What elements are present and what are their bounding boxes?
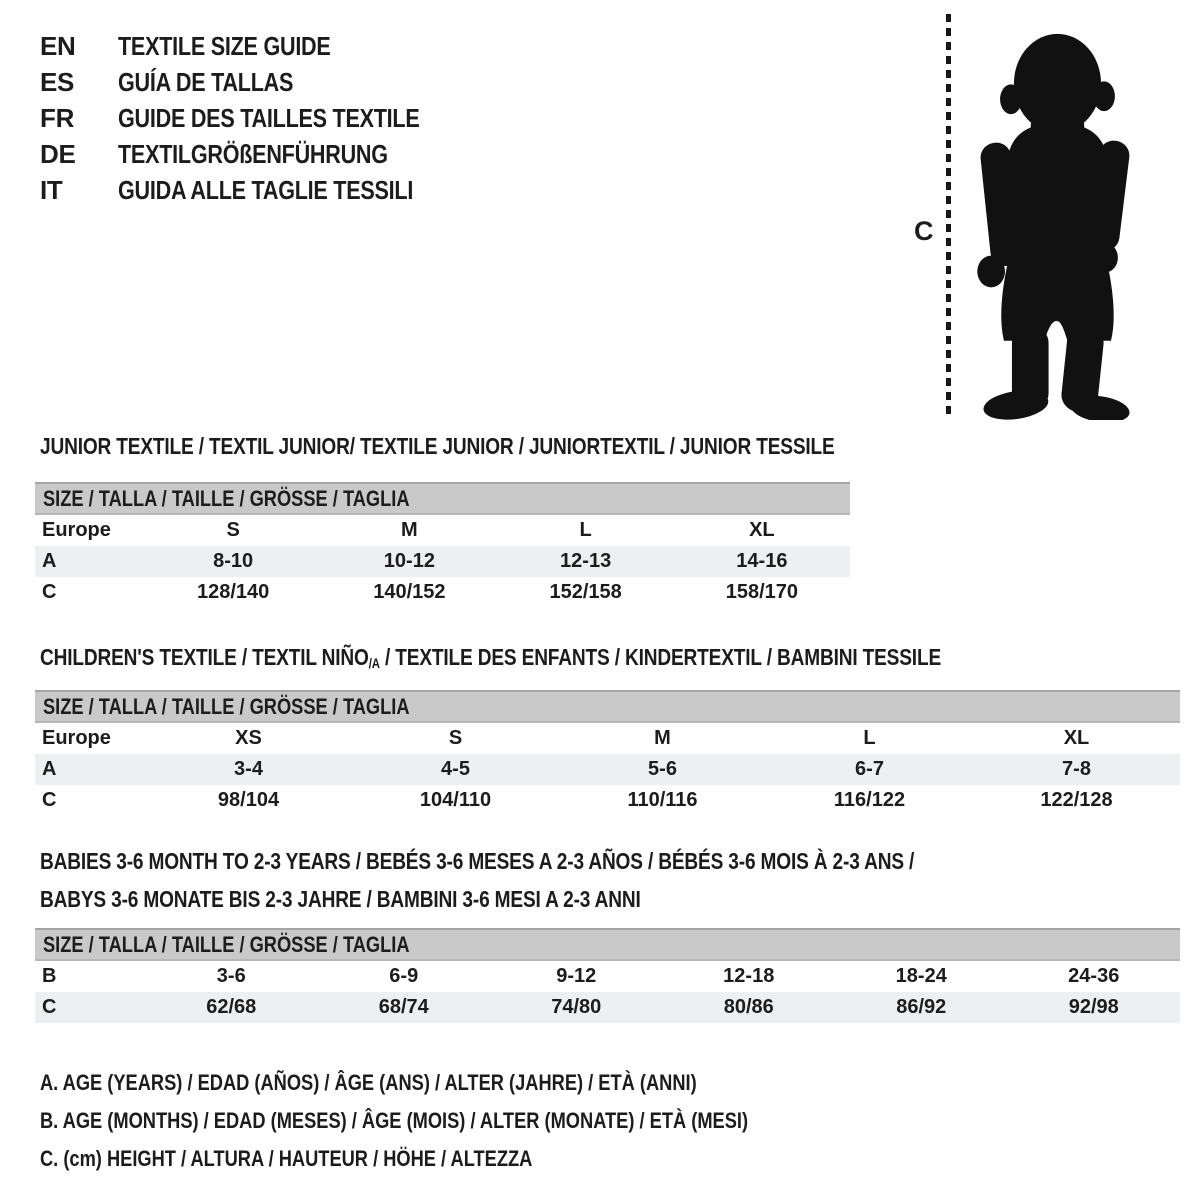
language-row [40,136,481,172]
row-label: A [42,550,57,572]
cell-value: 3-6 [216,965,246,987]
language-row [40,100,481,136]
cell-value: 86/92 [896,996,947,1018]
cell-value: 116/122 [833,789,906,811]
cell-value: 24-36 [1068,965,1120,987]
row-label: C [42,996,57,1018]
table-row [35,785,1180,816]
height-dashed-line [946,14,951,416]
cell-value: 3-4 [234,758,263,780]
row-label: Europe [42,727,111,749]
language-label: GUÍA DE TALLAS [118,66,294,97]
language-code: FR [40,102,75,133]
row-label: A [42,758,57,780]
size-header-bar: SIZE / TALLA / TAILLE / GRÖSSE / TAGLIA [35,690,1180,723]
table-row [35,515,850,546]
cell-value: 80/86 [723,996,774,1018]
size-header-bar: SIZE / TALLA / TAILLE / GRÖSSE / TAGLIA [35,928,1180,961]
cell-value: 10-12 [383,550,435,572]
language-code: ES [40,66,75,97]
table-row [35,577,850,608]
cell-value: 6-7 [855,758,884,780]
title-text: CHILDREN'S TEXTILE / TEXTIL NIÑO [40,644,369,670]
title-text: / TEXTILE DES ENFANTS / KINDERTEXTIL / BAMBINI TESSILE [379,644,942,670]
cell-value: 18-24 [895,965,947,987]
cell-value: 122/128 [1040,789,1113,811]
language-label: GUIDE DES TAILLES TEXTILE [118,102,420,133]
legend-line-a: A. AGE (YEARS) / EDAD (AÑOS) / ÂGE (ANS) / ALTER (JAHRE) / ETÀ (ANNI) [40,1070,697,1095]
section-title-junior: JUNIOR TEXTILE / TEXTIL JUNIOR/ TEXTILE JUNIOR / JUNIORTEXTIL / JUNIOR TESSILE [40,433,835,459]
cell-value: 14-16 [736,550,788,572]
title-subscript: /A [368,655,380,671]
cell-value: 8-10 [213,550,254,572]
table-row [35,546,850,577]
section-title-children [40,644,1126,671]
row-label: B [42,965,57,987]
section-title-babies-line1: BABIES 3-6 MONTH TO 2-3 YEARS / BEBÉS 3-6 MESES A 2-3 AÑOS / BÉBÉS 3-6 MOIS À 2-3 ANS / [40,848,915,874]
cell-value: XL [749,519,775,541]
cell-value: XS [235,727,262,749]
row-label: C [42,789,57,811]
language-row [40,28,481,64]
cell-value: 92/98 [1068,996,1119,1018]
language-code: IT [40,174,63,205]
cell-value: 4-5 [441,758,470,780]
cell-value: 158/170 [725,581,799,603]
row-label: C [42,581,57,603]
cell-value: 62/68 [206,996,257,1018]
language-list [40,28,481,208]
section-title-babies-line2: BABYS 3-6 MONATE BIS 2-3 JAHRE / BAMBINI 3-6 MESI A 2-3 ANNI [40,886,641,912]
cell-value: 74/80 [551,996,602,1018]
cell-value: 12-18 [723,965,775,987]
cell-value: L [863,727,876,749]
language-row [40,64,481,100]
cell-value: 104/110 [419,789,492,811]
language-label: TEXTILE SIZE GUIDE [118,30,331,61]
legend-line-b: B. AGE (MONTHS) / EDAD (MESES) / ÂGE (MOIS) / ALTER (MONATE) / ETÀ (MESI) [40,1108,749,1133]
legend-line-c: C. (cm) HEIGHT / ALTURA / HAUTEUR / HÖHE / ALTEZZA [40,1146,533,1171]
size-header-bar: SIZE / TALLA / TAILLE / GRÖSSE / TAGLIA [35,482,850,515]
cell-value: 152/158 [549,581,622,603]
cell-value: L [579,519,592,541]
cell-value: 5-6 [648,758,677,780]
table-row [35,754,1180,785]
cell-value: 6-9 [389,965,419,987]
table-row [35,992,1180,1023]
cell-value: M [654,727,671,749]
cell-value: 12-13 [560,550,612,572]
language-code: EN [40,30,76,61]
language-row [40,172,481,208]
language-label: GUIDA ALLE TAGLIE TESSILI [118,174,414,205]
row-label: Europe [42,519,111,541]
cell-value: 128/140 [196,581,270,603]
size-table-babies [35,928,1180,1023]
cell-value: 98/104 [217,789,280,811]
size-table-children [35,690,1180,816]
cell-value: 110/116 [627,789,698,811]
cell-value: XL [1063,727,1090,749]
legend [40,1064,893,1178]
cell-value: 9-12 [556,965,597,987]
cell-value: S [226,519,240,541]
cell-value: M [401,519,418,541]
table-row [35,961,1180,992]
language-code: DE [40,138,76,169]
cell-value: 68/74 [378,996,429,1018]
toddler-silhouette-icon [956,24,1154,420]
height-measure-label: C [914,216,934,246]
table-row [35,723,1180,754]
language-label: TEXTILGRÖßENFÜHRUNG [118,138,388,169]
size-table-junior [35,482,850,608]
cell-value: S [448,727,463,749]
cell-value: 140/152 [373,581,446,603]
cell-value: 7-8 [1062,758,1091,780]
